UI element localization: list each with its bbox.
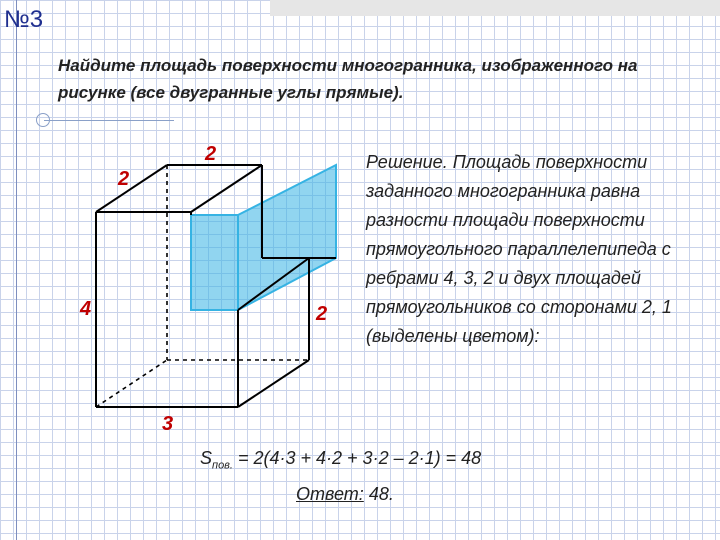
label-bottom: 3	[162, 413, 174, 435]
label-top-left: 2	[118, 168, 130, 190]
highlighted-rectangles	[191, 165, 336, 310]
top-decorative-band	[270, 0, 720, 16]
task-statement: Найдите площадь поверхности многогранника, изображенного на рисунке (все двугранные углы прямые).	[58, 56, 638, 102]
answer-value: 48.	[363, 484, 394, 504]
answer-line	[296, 484, 394, 505]
decorative-line	[44, 120, 174, 121]
label-left: 4	[80, 298, 92, 320]
edge-bottom-right-slant	[238, 360, 309, 407]
answer-label: Ответ:	[296, 484, 364, 504]
edge-top-mid-slant	[191, 165, 262, 212]
surface-area-formula	[200, 448, 481, 472]
highlight-front-rect	[191, 215, 238, 310]
label-right: 2	[316, 303, 328, 325]
highlight-side-rect	[238, 165, 336, 310]
formula-expression: = 2(4·3 + 4·2 + 3·2 – 2·1) = 48	[232, 448, 482, 468]
hidden-edge-slant	[96, 360, 167, 407]
label-top: 2	[205, 143, 217, 165]
edge-outline-front	[96, 212, 191, 215]
polyhedron-figure	[60, 130, 360, 440]
formula-subscript: пов.	[212, 459, 233, 472]
solution-text: Решение. Площадь поверхности заданного многогранника равна разности площади поверхности прямоугольного параллелепипеда с ребрами 4, 3, 2 и двух площадей прямоугольников со сторонами 2, 1 (выделены цветом):	[366, 152, 672, 346]
task-number: №3	[4, 6, 44, 33]
notebook-margin-line	[16, 0, 17, 540]
formula-symbol: S	[200, 448, 213, 468]
title-bar	[0, 0, 230, 46]
edge-top-left-slant	[96, 165, 167, 212]
